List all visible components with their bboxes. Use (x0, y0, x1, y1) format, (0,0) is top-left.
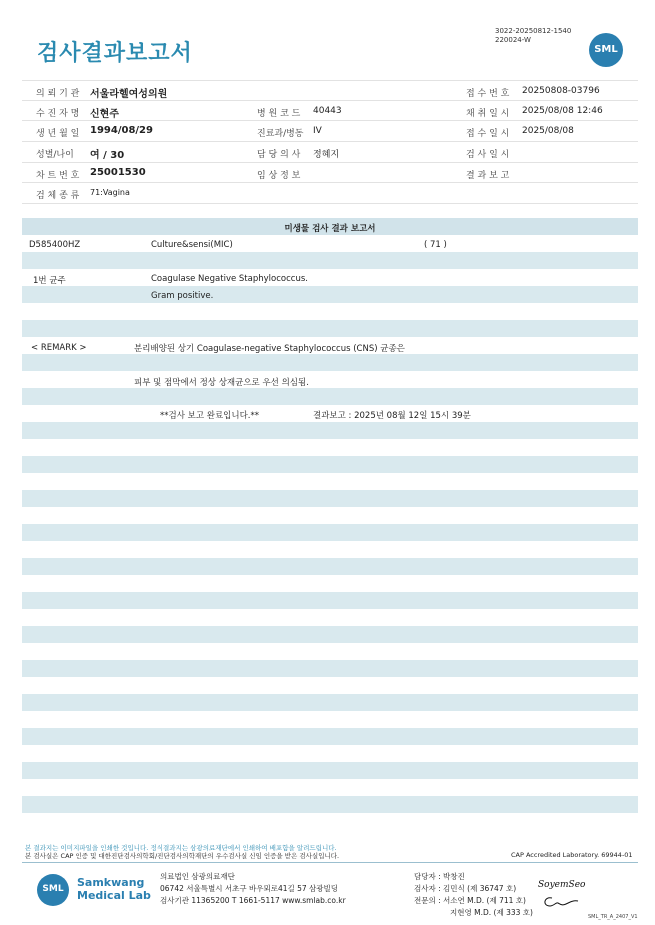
lab-name-line-1: Samkwang (77, 876, 145, 889)
info-row (22, 121, 638, 142)
document-number (495, 27, 571, 45)
print-notice: 본 결과지는 이미지파일을 인쇄한 것입니다. 정식결과지는 삼광의료재단에서 인쇄하여 배포함을 알려드립니다. (25, 844, 337, 852)
staff-block (414, 871, 533, 919)
cap-lab-number: CAP Accredited Laboratory. 69944-01 (511, 851, 633, 859)
lab-name-line-2: Medical Lab (77, 889, 151, 902)
department-label: 진료과/병동 (257, 129, 304, 140)
lab-address-block (160, 871, 346, 907)
gram-stain: Gram positive. (151, 291, 214, 301)
clinical-info-label: 임 상 정 보 (257, 170, 301, 181)
signature: SoyemSeo (538, 880, 586, 890)
physician-value: 정혜지 (313, 150, 340, 161)
physician-label: 담 당 의 사 (257, 150, 301, 161)
specimen-type-value: 71:Vagina (90, 188, 130, 198)
birthdate-label: 생 년 월 일 (36, 129, 80, 140)
organization-name: 의료법인 삼광의료재단 (160, 872, 235, 881)
document-number-line-1: 3022-20250812-1540 (495, 27, 572, 35)
hospital-code-label: 병 원 코 드 (257, 108, 301, 119)
requesting-institution-value: 서울라헬여성의원 (90, 89, 168, 100)
receipt-date-label: 접 수 일 시 (466, 129, 510, 140)
specimen-type-label: 검 체 종 류 (36, 191, 80, 202)
samkwang-logo (37, 874, 69, 906)
patient-name-label: 수 진 자 명 (36, 108, 80, 119)
sex-age-value: 여 / 30 (90, 150, 125, 162)
specialist-2: 지현영 M.D. (제 333 호) (450, 908, 533, 917)
patient-info-table (22, 80, 638, 204)
micro-report-title: 미생물 검사 결과 보고서 (22, 218, 638, 235)
info-row (22, 80, 638, 101)
hospital-code-value: 40443 (313, 105, 342, 116)
info-row (22, 163, 638, 184)
lab-name (77, 876, 151, 902)
info-row (22, 142, 638, 163)
test-number: ( 71 ) (424, 240, 447, 250)
remark-label: < REMARK > (31, 343, 87, 353)
sml-logo-text: SML (594, 44, 618, 55)
remark-line-2: 피부 및 점막에서 정상 상재균으로 우선 의심됨. (134, 378, 309, 388)
receipt-number-label: 접 수 번 호 (466, 89, 510, 99)
samkwang-logo-text: SML (42, 884, 64, 894)
form-number: SML_TR_A_2407_V1 (588, 914, 638, 920)
receipt-date-value: 2025/08/08 (522, 126, 574, 137)
isolate-name: Coagulase Negative Staphylococcus. (151, 274, 308, 284)
sex-age-label: 성별/나이 (36, 150, 74, 161)
test-datetime-label: 검 사 일 시 (466, 150, 510, 161)
info-row (22, 183, 638, 204)
receipt-number-value: 20250808-03796 (522, 86, 600, 96)
specialist-1: 전문의 : 서소연 M.D. (제 711 호) (414, 896, 526, 905)
lab-address: 06742 서울특별시 서초구 바우뫼로41길 57 삼광빌딩 (160, 884, 339, 893)
report-complete: **검사 보고 완료입니다.** (160, 411, 260, 421)
remark-line-1: 분리배양된 상기 Coagulase-negative Staphylococcus (CNS) 균종은 (134, 344, 405, 354)
test-name: Culture&sensi(MIC) (151, 240, 233, 250)
cap-certification-note: 본 검사실은 CAP 인증 및 대한진단검사의학회/진단검사의학재단의 우수검사실 신임 인증을 받은 검사실입니다. (25, 852, 340, 860)
footer-divider (22, 862, 638, 863)
chart-number-label: 차 트 번 호 (36, 170, 80, 181)
manager: 담당자 : 박창진 (414, 872, 465, 881)
signature-scribble-icon (540, 894, 580, 910)
department-value: IV (313, 126, 322, 137)
requesting-institution-label: 의 뢰 기 관 (36, 89, 80, 99)
result-report-datetime: 결과보고 : 2025년 08월 12일 15시 39분 (313, 411, 471, 421)
sml-logo (589, 33, 623, 67)
collection-datetime-value: 2025/08/08 12:46 (522, 105, 603, 116)
document-number-line-2: 220024-W (495, 36, 531, 44)
report-title: 검사결과보고서 (37, 41, 193, 66)
tester: 검사자 : 김민식 (제 36747 호) (414, 884, 517, 893)
info-row (22, 101, 638, 122)
patient-name-value: 신현주 (90, 108, 119, 120)
chart-number-value: 25001530 (90, 166, 146, 178)
result-report-label: 결 과 보 고 (466, 170, 510, 181)
birthdate-value: 1994/08/29 (90, 125, 153, 137)
collection-datetime-label: 채 취 일 시 (466, 108, 510, 119)
test-code: D585400HZ (29, 240, 81, 250)
isolate-label: 1번 균주 (33, 276, 66, 286)
result-stripes (22, 218, 638, 830)
lab-contact: 검사기관 11365200 T 1661-5117 www.smlab.co.kr (160, 896, 346, 905)
